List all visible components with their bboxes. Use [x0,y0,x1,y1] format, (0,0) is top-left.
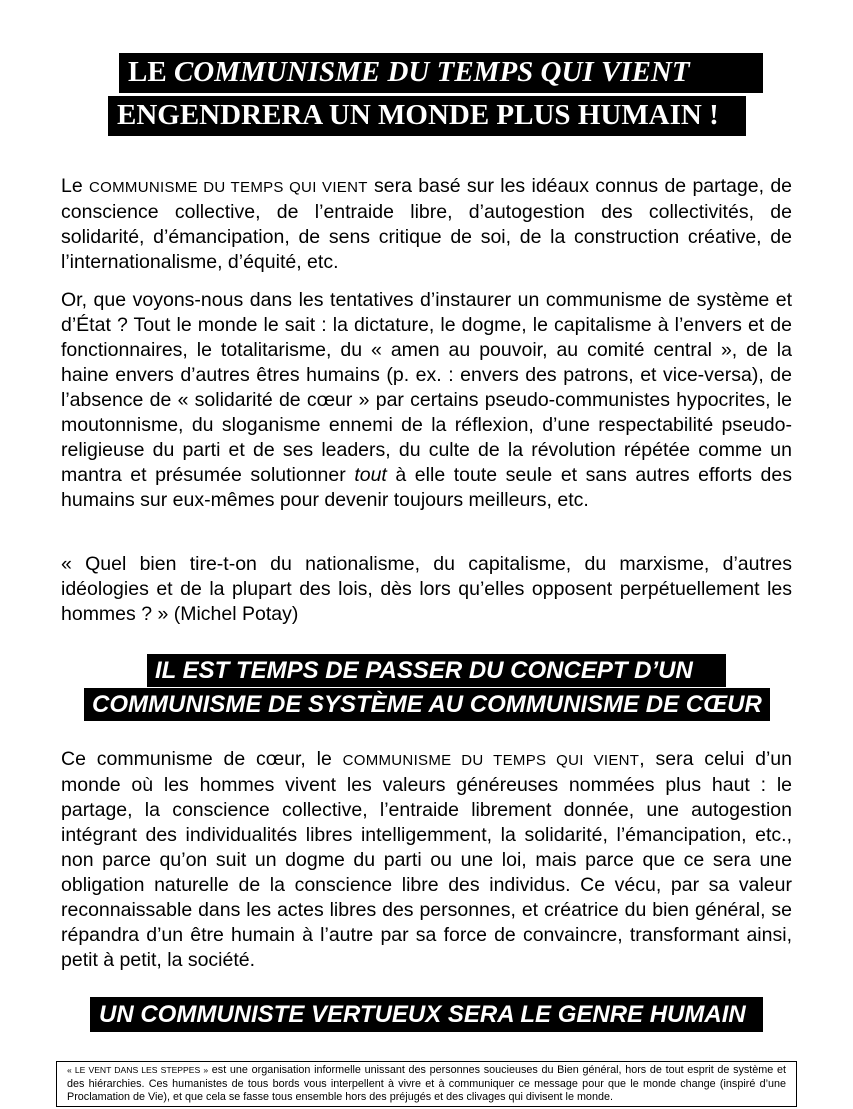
paragraph-4-prefix: Ce communisme de cœur, le [61,748,343,770]
footer-notice [56,1061,797,1107]
title-line-2-text: ENGENDRERA UN MONDE PLUS HUMAIN ! [117,99,719,131]
title-line-1-italic: COMMUNISME DU TEMPS QUI VIENT [173,56,690,88]
paragraph-3-quote: « Quel bien tire-t-on du nationalisme, du capitalisme, du marxisme, d’autres idéologies et de la plupart des lois, dès lors qu’elles opposent perpétuellement les hommes ? » (Michel Potay) [61,553,792,625]
paragraph-1-prefix: Le [61,175,90,197]
paragraph-2-after: à elle toute seule et sans autres efforts des humains sur eux-mêmes pour devenir toujours meilleurs, etc. [61,464,793,511]
paragraph-4-smallcaps: COMMUNISME DU TEMPS QUI VIENT [342,752,640,769]
paragraph-1-smallcaps: COMMUNISME DU TEMPS QUI VIENT [89,179,368,196]
paragraph-2-italic: tout [354,464,387,486]
paragraph-4 [61,747,792,973]
paragraph-1-rest: sera basé sur les idéaux connus de partage, de conscience collective, de l’entraide libre, d’autogestion des collectivités, de solidarité, d’émancipation, de sens critique de soi, de la construction créative, de l’internationalisme, d’équité, etc. [61,175,793,273]
heading-2-line-1 [147,654,726,687]
footer-text: est une organisation informelle unissant des personnes soucieuses du Bien général, hors de tout esprit de système et des hiérarchies. Ces humanistes de tous bords vous interpellent à vivre et à communiquer ce message pour que le monde change (inspiré d’une Proclamation de Vie), et que cela se fasse tous ensemble hors des préjugés et des clivages qui divisent le monde. [67,1064,787,1103]
title-line-1 [119,53,763,93]
heading-2-line-2-text: COMMUNISME DE SYSTÈME AU COMMUNISME DE CŒUR [92,691,762,718]
heading-2-line-2 [84,688,770,721]
heading-3 [90,997,763,1032]
paragraph-2-before: Or, que voyons-nous dans les tentatives d’instaurer un communisme de système et d’État ? Tout le monde le sait : la dictature, le dogme, le capitalisme à l’envers et de fonctionnaires, le totalitarisme, du « amen au pouvoir, au comité central », de la haine envers d’autres êtres humains (p. ex. : envers des patrons, et vice-versa), de l’absence de « solidarité de cœur » par certains pseudo-communistes hypocrites, le moutonnisme, du sloganisme ennemi de la réflexion, d’une respectabilité pseudo-religieuse du parti et de ses leaders, du culte de la révolution répétée comme un mantra et présumée solutionner [61,289,792,486]
heading-3-text: UN COMMUNISTE VERTUEUX SERA LE GENRE HUMAIN [99,1001,746,1028]
footer-smallcaps: « LE VENT DANS LES STEPPES » [67,1065,209,1075]
heading-2-line-1-text: IL EST TEMPS DE PASSER DU CONCEPT D’UN [155,657,693,684]
paragraph-4-rest: , sera celui d’un monde où les hommes vivent les valeurs généreuses nommées plus haut : le partage, la conscience collective, l’entraide librement donnée, une autogestion intégrant des individualités libres intelligemment, la solidarité, l’émancipation, etc., non parce qu’on suit un dogme du parti ou une loi, mais parce que ce sera une obligation naturelle de la conscience libre des individus. Ce vécu, par sa valeur reconnaissable dans les actes libres des personnes, et créatrice du bien général, se répandra d’un être humain à l’autre par sa force de convaincre, transformant ainsi, petit à petit, la société. [61,748,793,971]
title-line-1-prefix: LE [128,56,174,88]
title-line-2 [108,96,746,136]
paragraph-2 [61,288,792,513]
paragraph-1 [61,174,792,275]
